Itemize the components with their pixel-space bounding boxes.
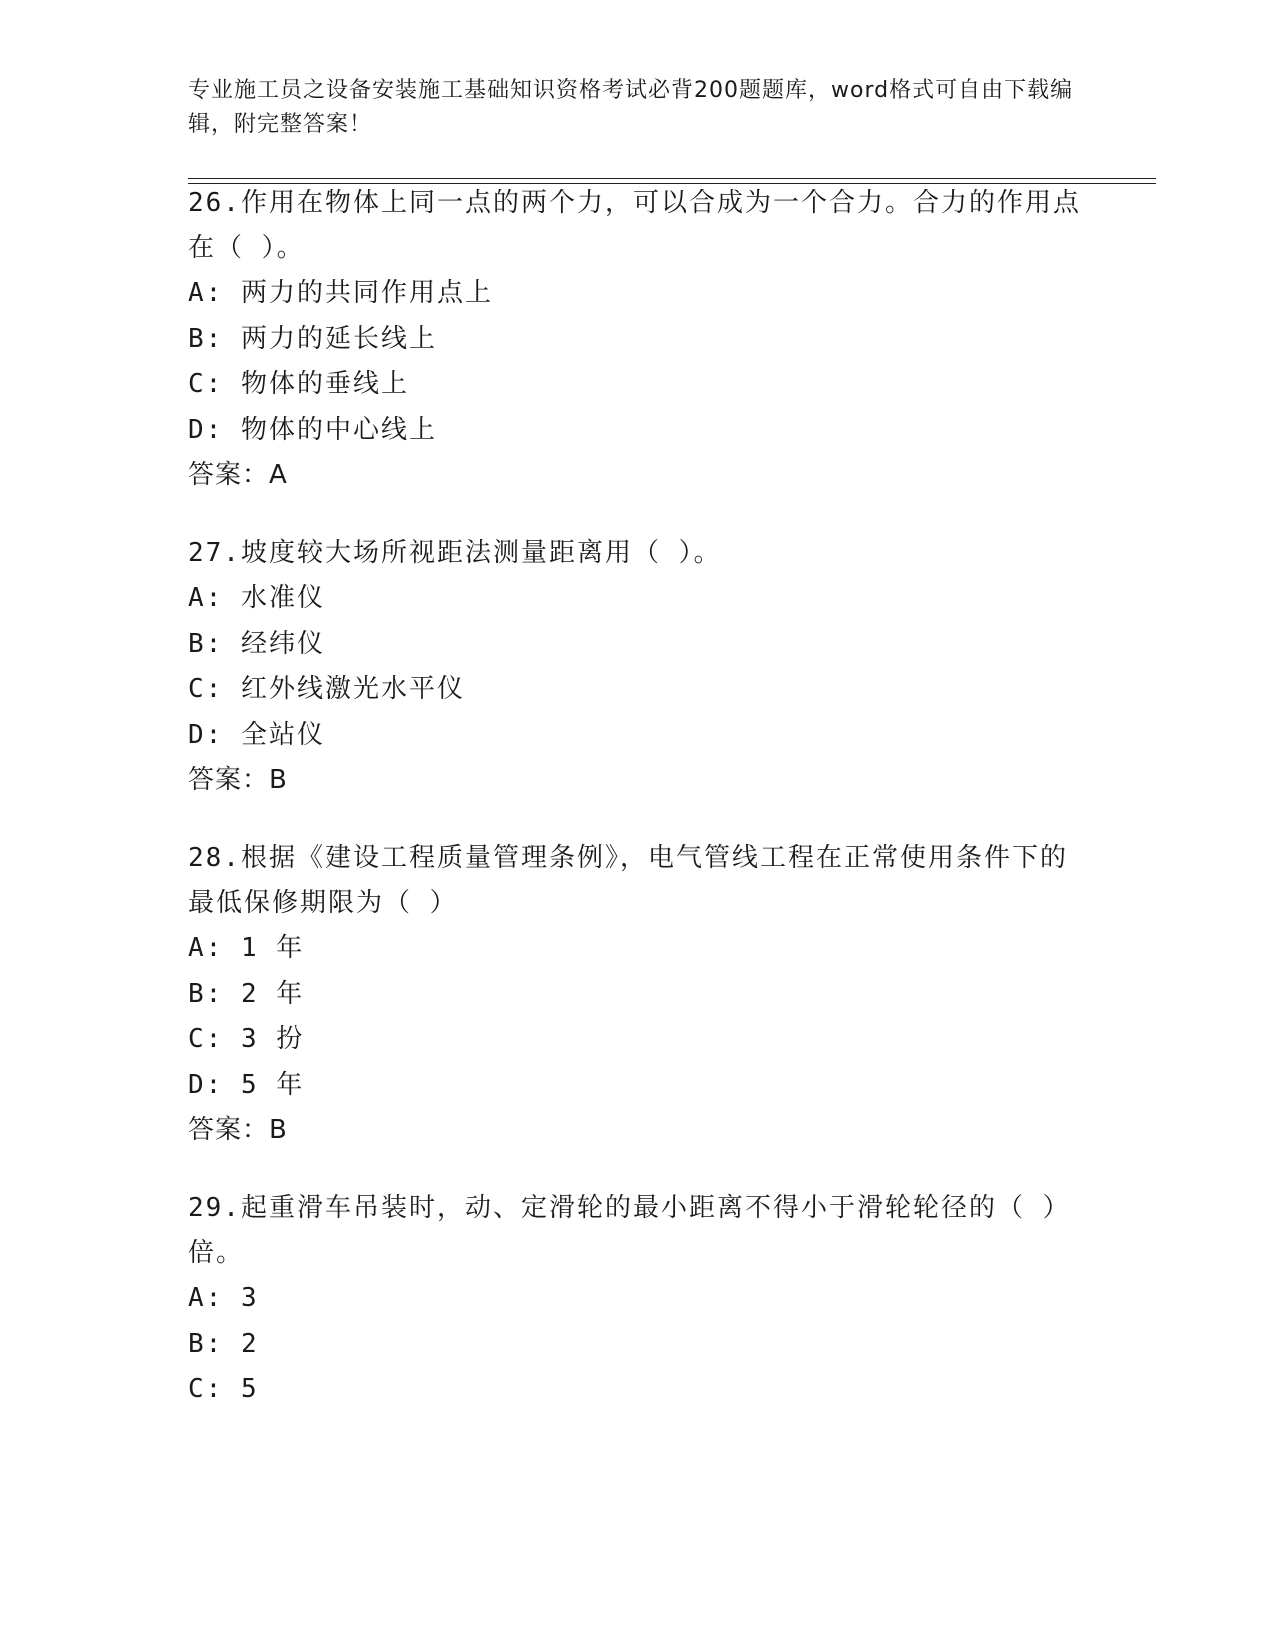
- option-a: A: 水准仪: [188, 583, 325, 613]
- question-text: 28.根据《建设工程质量管理条例》，电气管线工程在正常使用条件下的最低保修期限为（ ）: [188, 843, 1068, 918]
- option-b: B: 2: [188, 1328, 259, 1359]
- option-a: A: 1 年: [188, 933, 305, 963]
- option-c: C: 5: [188, 1374, 259, 1404]
- question-text: 26.作用在物体上同一点的两个力，可以合成为一个合力。合力的作用点在（ ）。: [188, 188, 1081, 263]
- option-d: D: 5 年: [188, 1069, 305, 1100]
- option-c: C: 3 扮: [188, 1024, 305, 1054]
- question-text: 27.坡度较大场所视距法测量距离用（ ）。: [188, 538, 722, 568]
- option-c: C: 红外线激光水平仪: [188, 674, 465, 704]
- option-b: B: 经纬仪: [188, 628, 325, 659]
- question-27: [188, 531, 1088, 804]
- header-divider-top: [188, 178, 1156, 179]
- option-a: A: 3: [188, 1283, 259, 1313]
- question-26: [188, 181, 1088, 499]
- option-d: D: 全站仪: [188, 719, 325, 750]
- option-a: A: 两力的共同作用点上: [188, 278, 493, 308]
- option-d: D: 物体的中心线上: [188, 414, 437, 445]
- answer: 答案：B: [188, 765, 288, 795]
- question-text: 29.起重滑车吊装时，动、定滑轮的最小距离不得小于滑轮轮径的（ ）倍。: [188, 1193, 1071, 1268]
- question-29: [188, 1186, 1088, 1413]
- option-b: B: 2 年: [188, 978, 305, 1009]
- option-b: B: 两力的延长线上: [188, 323, 437, 354]
- answer: 答案：B: [188, 1115, 288, 1145]
- document-header: 专业施工员之设备安装施工基础知识资格考试必背200题题库，word格式可自由下载编辑，附完整答案！: [188, 78, 1074, 137]
- option-c: C: 物体的垂线上: [188, 369, 409, 399]
- question-28: [188, 836, 1088, 1154]
- answer: 答案：A: [188, 460, 288, 490]
